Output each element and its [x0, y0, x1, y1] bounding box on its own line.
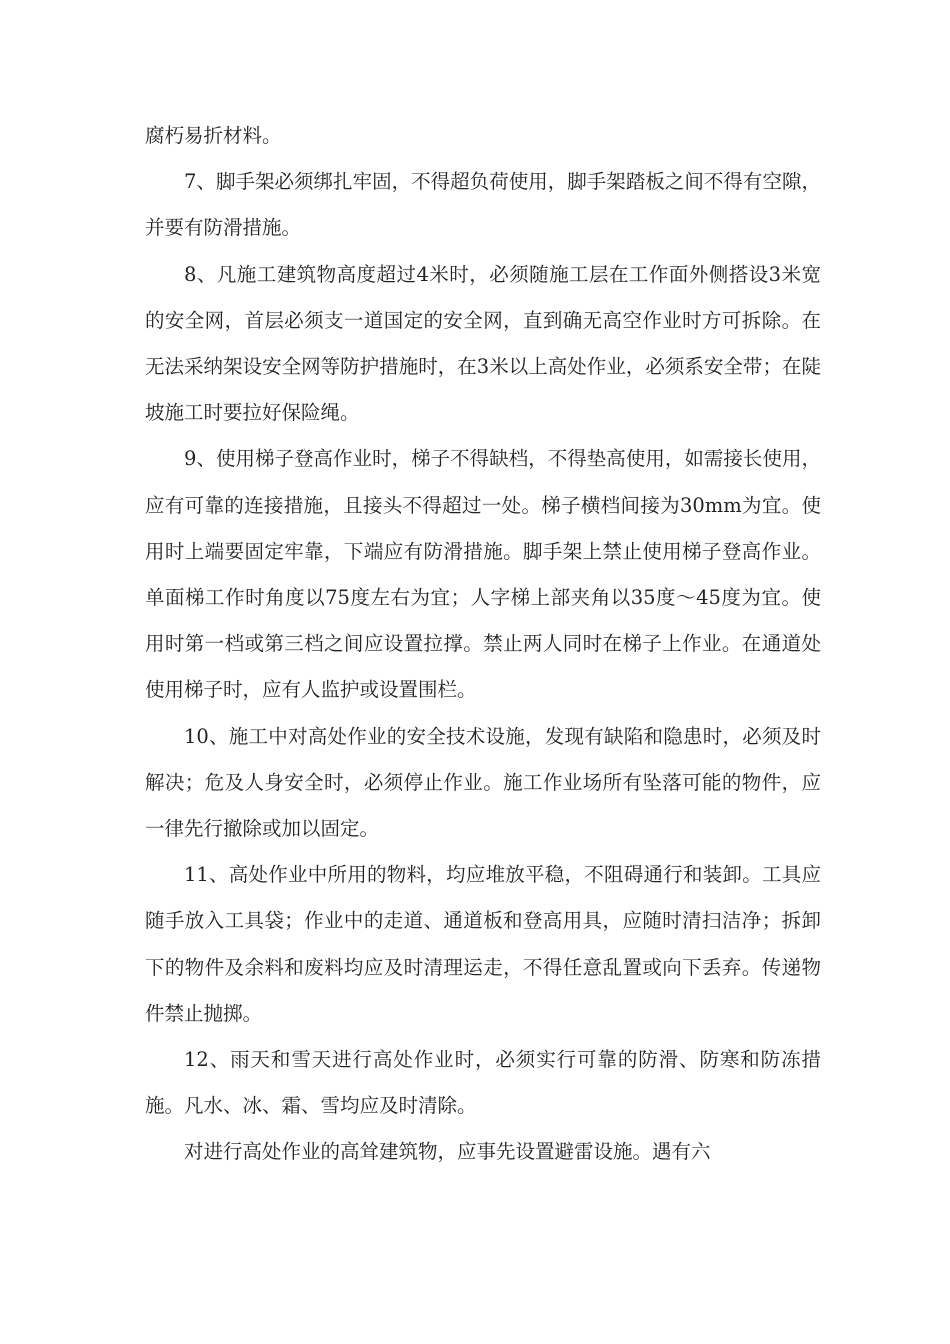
paragraph-11-materials: 11、高处作业中所用的物料，均应堆放平稳，不阻碍通行和装卸。工具应随手放入工具袋；作业中的走道、通道板和登高用具，应随时清扫洁净；拆卸下的物件及余料和废料均应及时清理运走，不得任意乱置或向下丢弃。传递物件禁止抛掷。 — [145, 863, 821, 1025]
paragraph-12-weather: 12、雨天和雪天进行高处作业时，必须实行可靠的防滑、防寒和防冻措施。凡水、冰、霜、雪均应及时清除。 — [145, 1048, 821, 1118]
paragraph-continued: 腐朽易折材料。 — [145, 124, 282, 147]
paragraph-10-defects: 10、施工中对高处作业的安全技术设施，发现有缺陷和隐患时，必须及时解决；危及人身安全时，必须停止作业。施工作业场所有坠落可能的物件，应一律先行撤除或加以固定。 — [145, 724, 821, 841]
paragraph-8-safety-net: 8、凡施工建筑物高度超过4米时，必须随施工层在工作面外侧搭设3米宽的安全网，首层必须支一道国定的安全网，直到确无高空作业时方可拆除。在无法采纳架设安全网等防护措施时，在3米以上高处作业，必须系安全带；在陡坡施工时要拉好保险绳。 — [145, 262, 821, 425]
document-body — [145, 113, 821, 1176]
paragraph-9-ladder: 9、使用梯子登高作业时，梯子不得缺档，不得垫高使用，如需接长使用，应有可靠的连接措施，且接头不得超过一处。梯子横档间接为30mm为宜。使用时上端要固定牢靠，下端应有防滑措施。脚手架上禁止使用梯子登高作业。单面梯工作时角度以75度左右为宜；人字梯上部夹角以35度～45度为宜。使用时第一档或第三档之间应设置拉撑。禁止两人同时在梯子上作业。在通道处使用梯子时，应有人监护或设置围栏。 — [145, 447, 821, 702]
paragraph-7-scaffold: 7、脚手架必须绑扎牢固，不得超负荷使用，脚手架踏板之间不得有空隙，并要有防滑措施。 — [145, 170, 821, 240]
paragraph-lightning: 对进行高处作业的高耸建筑物，应事先设置避雷设施。遇有六 — [184, 1140, 711, 1164]
